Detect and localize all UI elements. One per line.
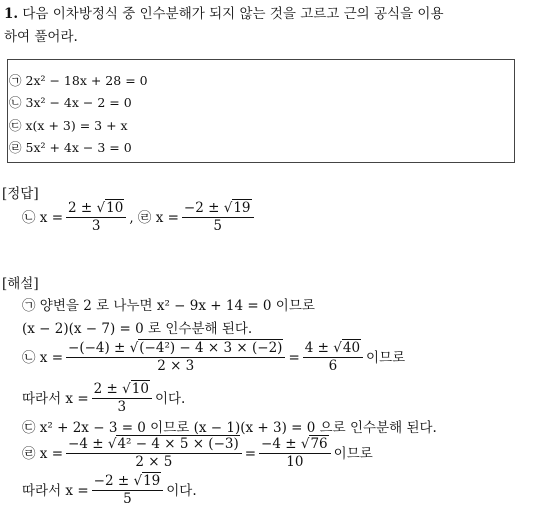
answer-x-eq-2: x = [155, 209, 179, 226]
option-mark: ㉠ [9, 73, 22, 88]
step-4b-fraction [92, 473, 164, 508]
sqrt-symbol: √4² − 4 × 5 × (−3) [107, 436, 239, 452]
step-prefix: 따라서 x = [22, 482, 89, 499]
option-mark: ㉣ [9, 140, 22, 155]
option-2 [9, 93, 132, 113]
option-equation: 3x² − 4x − 2 = 0 [25, 95, 132, 110]
numerator-text: −4 ± [261, 436, 297, 452]
step-suffix: 이므로 [366, 349, 406, 366]
step-x-eq: x = [39, 445, 64, 462]
step-suffix: 이므로 [333, 445, 373, 462]
solution-step-4b [22, 473, 197, 508]
question-text: 다음 이차방정식 중 인수분해가 되지 않는 것을 고르고 근의 공식을 이용 [22, 6, 444, 22]
sqrt-symbol: √19 [133, 473, 161, 489]
option-equation: 5x² + 4x − 3 = 0 [25, 140, 132, 155]
answer-mark-1: ㉡ [22, 209, 36, 226]
numerator-text: 4 ± [304, 340, 329, 356]
radicand: 4² − 4 × 5 × (−3) [117, 436, 239, 452]
step-4-fraction-2 [259, 436, 331, 471]
equals-sign: = [288, 349, 300, 366]
radicand: 10 [106, 200, 124, 216]
answer-separator: , [129, 209, 134, 226]
question-line-1 [4, 4, 444, 24]
step-mark: ㉡ [22, 349, 36, 366]
step-x-eq: x = [39, 349, 64, 366]
numerator-text: −2 ± [183, 200, 220, 216]
question-number: 1. [4, 6, 19, 22]
denominator: 3 [117, 399, 127, 415]
step-2-fraction-1 [66, 340, 285, 375]
option-mark: ㉢ [9, 118, 22, 133]
solution-step-1 [22, 297, 315, 315]
step-text: x² + 2x − 3 = 0 이므로 (x − 1)(x + 3) = 0 으로 인수분해 된다. [39, 420, 437, 436]
denominator: 2 × 5 [135, 454, 173, 470]
option-equation: 2x² − 18x + 28 = 0 [25, 73, 148, 88]
step-prefix: 따라서 x = [22, 390, 89, 407]
step-suffix: 이다. [166, 482, 197, 499]
step-2b-fraction [92, 381, 152, 416]
numerator-text: −(−4) ± [68, 340, 126, 356]
answer-heading: [정답] [2, 186, 39, 202]
numerator-text: 2 ± [68, 200, 93, 216]
equals-sign: = [244, 445, 257, 462]
answer-fraction-2 [182, 200, 254, 235]
radicand: 19 [143, 473, 161, 489]
numerator-text: −2 ± [93, 473, 130, 489]
option-4 [9, 138, 132, 158]
sqrt-symbol: √10 [96, 200, 124, 216]
step-text: 양변을 2 로 나누면 x² − 9x + 14 = 0 이므로 [39, 298, 315, 314]
numerator-text: 2 ± [93, 381, 118, 397]
option-equation: x(x + 3) = 3 + x [25, 118, 128, 133]
radicand: 19 [233, 200, 251, 216]
denominator: 6 [328, 358, 338, 374]
answer-fraction-1 [66, 200, 126, 235]
radicand: 76 [310, 436, 328, 452]
step-mark: ㉠ [22, 298, 36, 314]
radicand: (−4²) − 4 × 3 × (−2) [139, 340, 283, 356]
answer-line [22, 200, 257, 235]
sqrt-symbol: √40 [333, 340, 361, 356]
denominator: 2 × 3 [157, 358, 195, 374]
step-mark: ㉢ [22, 420, 36, 436]
step-suffix: 이다. [154, 390, 186, 407]
denominator: 10 [286, 454, 304, 470]
answer-mark-2: ㉣ [137, 209, 152, 226]
radicand: 40 [342, 340, 361, 356]
denominator: 3 [91, 218, 101, 234]
sqrt-symbol: √19 [223, 200, 251, 216]
step-mark: ㉣ [22, 445, 36, 462]
denominator: 5 [123, 491, 132, 507]
question-line-2: 하여 풀어라. [4, 29, 78, 45]
option-1 [9, 71, 148, 91]
step-2-fraction-2 [303, 340, 363, 375]
answer-x-eq: x = [39, 209, 64, 226]
numerator-text: −4 ± [68, 436, 104, 452]
solution-step-4 [22, 436, 373, 471]
step-4-fraction-1 [66, 436, 242, 471]
sqrt-symbol: √76 [300, 436, 328, 452]
solution-step-2b [22, 381, 185, 416]
solution-step-2 [22, 340, 405, 375]
radicand: 10 [131, 381, 149, 397]
solution-heading: [해설] [2, 276, 39, 292]
sqrt-symbol: √10 [122, 381, 149, 397]
option-3 [9, 116, 128, 136]
sqrt-symbol: √(−4²) − 4 × 3 × (−2) [129, 340, 283, 356]
denominator: 5 [213, 218, 223, 234]
solution-step-1-line-2: (x − 2)(x − 7) = 0 로 인수분해 된다. [22, 321, 253, 337]
option-mark: ㉡ [9, 95, 22, 110]
